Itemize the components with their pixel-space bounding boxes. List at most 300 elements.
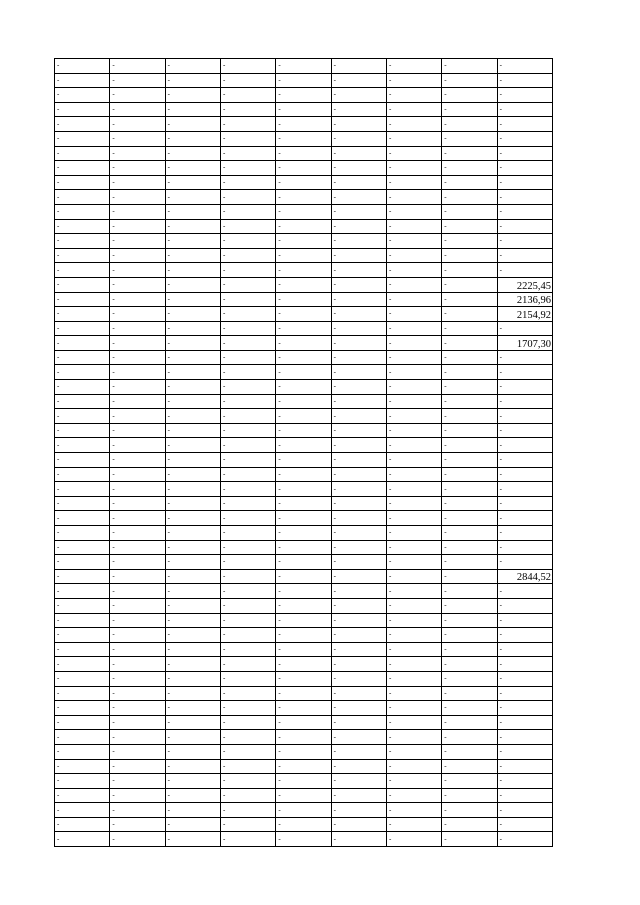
table-cell: - — [442, 569, 497, 584]
table-row — [55, 482, 553, 497]
table-cell: - — [386, 423, 441, 438]
table-cell: - — [165, 409, 220, 424]
table-cell: - — [442, 642, 497, 657]
table-cell: - — [442, 117, 497, 132]
table-cell: - — [110, 380, 165, 395]
table-cell: - — [220, 555, 275, 570]
table-cell: - — [220, 598, 275, 613]
table-cell: - — [165, 423, 220, 438]
table-cell: - — [220, 102, 275, 117]
table-row — [55, 117, 553, 132]
table-row — [55, 380, 553, 395]
table-cell: - — [110, 438, 165, 453]
table-cell: - — [220, 117, 275, 132]
table-cell: - — [497, 321, 552, 336]
table-cell: - — [220, 59, 275, 74]
table-cell: - — [55, 161, 110, 176]
table-cell: - — [55, 409, 110, 424]
table-cell: - — [442, 438, 497, 453]
table-cell: - — [165, 365, 220, 380]
table-cell: - — [220, 365, 275, 380]
table-row — [55, 496, 553, 511]
table-cell: - — [497, 59, 552, 74]
table-cell: - — [276, 511, 331, 526]
table-cell: - — [442, 555, 497, 570]
table-cell: - — [220, 817, 275, 832]
table-cell: - — [110, 788, 165, 803]
table-cell: - — [331, 117, 386, 132]
table-row — [55, 59, 553, 74]
table-cell: - — [442, 161, 497, 176]
table-cell: - — [276, 628, 331, 643]
table-cell: - — [497, 146, 552, 161]
table-cell: - — [276, 190, 331, 205]
table-cell: - — [386, 263, 441, 278]
table-cell: - — [276, 642, 331, 657]
table-row — [55, 730, 553, 745]
table-cell: - — [165, 394, 220, 409]
table-cell: - — [110, 161, 165, 176]
table-cell: - — [386, 350, 441, 365]
table-cell: - — [442, 73, 497, 88]
table-cell: - — [110, 146, 165, 161]
table-cell: - — [442, 219, 497, 234]
table-cell: - — [386, 584, 441, 599]
table-cell: - — [55, 292, 110, 307]
table-row — [55, 744, 553, 759]
table-cell: - — [165, 204, 220, 219]
table-body — [55, 59, 553, 847]
table-cell: - — [386, 219, 441, 234]
table-row — [55, 715, 553, 730]
table-cell: - — [55, 730, 110, 745]
table-cell: - — [55, 204, 110, 219]
table-cell: - — [165, 496, 220, 511]
table-cell: - — [110, 263, 165, 278]
table-cell: - — [276, 496, 331, 511]
table-cell: - — [497, 715, 552, 730]
table-cell: - — [220, 88, 275, 103]
table-row — [55, 88, 553, 103]
table-cell: - — [497, 467, 552, 482]
table-cell: - — [110, 803, 165, 818]
table-cell: - — [386, 511, 441, 526]
table-cell: - — [276, 131, 331, 146]
table-cell: - — [55, 744, 110, 759]
table-cell: - — [110, 365, 165, 380]
table-row — [55, 701, 553, 716]
table-cell: - — [331, 102, 386, 117]
table-cell: - — [220, 380, 275, 395]
table-cell: - — [497, 263, 552, 278]
table-cell: - — [386, 730, 441, 745]
table-cell: - — [110, 628, 165, 643]
table-cell: - — [276, 409, 331, 424]
table-cell: - — [442, 423, 497, 438]
table-cell: - — [497, 584, 552, 599]
table-cell: - — [497, 219, 552, 234]
table-cell: - — [165, 715, 220, 730]
table-cell: - — [220, 832, 275, 847]
table-cell: - — [55, 234, 110, 249]
table-cell: - — [442, 394, 497, 409]
table-cell: - — [331, 774, 386, 789]
table-row — [55, 204, 553, 219]
table-row — [55, 642, 553, 657]
table-cell: - — [331, 744, 386, 759]
table-cell: - — [276, 598, 331, 613]
table-cell: - — [276, 774, 331, 789]
table-cell: - — [442, 467, 497, 482]
table-cell: - — [55, 248, 110, 263]
table-cell: - — [276, 657, 331, 672]
table-cell: - — [165, 569, 220, 584]
table-cell: - — [386, 307, 441, 322]
table-cell: - — [220, 657, 275, 672]
table-cell: - — [110, 88, 165, 103]
table-cell: - — [386, 671, 441, 686]
table-cell: - — [165, 307, 220, 322]
table-cell: - — [276, 336, 331, 351]
table-cell: - — [165, 59, 220, 74]
table-cell: - — [386, 453, 441, 468]
table-row — [55, 526, 553, 541]
table-cell: - — [55, 774, 110, 789]
table-cell: - — [331, 438, 386, 453]
table-cell: - — [165, 175, 220, 190]
table-cell: - — [497, 817, 552, 832]
table-cell: - — [442, 657, 497, 672]
table-cell: - — [110, 219, 165, 234]
table-cell: - — [497, 701, 552, 716]
table-cell: - — [276, 730, 331, 745]
table-cell: - — [497, 88, 552, 103]
table-cell: - — [331, 423, 386, 438]
table-cell: - — [276, 438, 331, 453]
table-cell: - — [220, 336, 275, 351]
table-cell: - — [165, 88, 220, 103]
table-cell: - — [442, 336, 497, 351]
table-cell: - — [497, 642, 552, 657]
table-cell: - — [165, 598, 220, 613]
table-cell: - — [165, 453, 220, 468]
table-cell: - — [55, 657, 110, 672]
table-cell: - — [165, 584, 220, 599]
table-cell: - — [110, 555, 165, 570]
table-cell: - — [55, 131, 110, 146]
table-cell: - — [331, 204, 386, 219]
table-cell: - — [55, 117, 110, 132]
table-row — [55, 540, 553, 555]
table-row — [55, 628, 553, 643]
table-cell: - — [110, 832, 165, 847]
table-cell: - — [276, 540, 331, 555]
table-cell: - — [386, 715, 441, 730]
table-cell: - — [497, 657, 552, 672]
table-cell: - — [386, 642, 441, 657]
table-cell: - — [55, 175, 110, 190]
table-cell: - — [165, 832, 220, 847]
table-cell: - — [331, 219, 386, 234]
table-cell: - — [220, 584, 275, 599]
table-cell: - — [276, 365, 331, 380]
table-cell: - — [331, 365, 386, 380]
table-cell: - — [165, 671, 220, 686]
table-cell: - — [165, 628, 220, 643]
table-cell: - — [386, 117, 441, 132]
table-cell: - — [331, 686, 386, 701]
table-cell: - — [331, 161, 386, 176]
table-cell: - — [55, 613, 110, 628]
table-cell: - — [220, 234, 275, 249]
table-cell: - — [276, 88, 331, 103]
table-cell: - — [497, 248, 552, 263]
table-cell: - — [331, 175, 386, 190]
table-cell: - — [110, 701, 165, 716]
table-cell: - — [55, 555, 110, 570]
table-cell: - — [165, 788, 220, 803]
table-cell: - — [386, 321, 441, 336]
table-cell: - — [110, 307, 165, 322]
table-row — [55, 190, 553, 205]
table-cell: - — [165, 146, 220, 161]
table-cell: 2154,92 — [497, 307, 552, 322]
table-cell: - — [497, 540, 552, 555]
table-cell: - — [220, 161, 275, 176]
table-cell: - — [331, 277, 386, 292]
table-cell: - — [55, 628, 110, 643]
table-cell: - — [220, 131, 275, 146]
table-cell: - — [165, 263, 220, 278]
table-row — [55, 817, 553, 832]
table-cell: - — [386, 409, 441, 424]
table-cell: - — [331, 350, 386, 365]
table-cell: - — [165, 321, 220, 336]
table-cell: - — [276, 117, 331, 132]
table-row — [55, 438, 553, 453]
table-row — [55, 292, 553, 307]
table-cell: - — [386, 146, 441, 161]
table-cell: - — [442, 613, 497, 628]
table-cell: - — [442, 598, 497, 613]
table-row — [55, 671, 553, 686]
table-cell: - — [386, 190, 441, 205]
table-cell: - — [386, 482, 441, 497]
table-cell: - — [55, 73, 110, 88]
table-cell: - — [386, 277, 441, 292]
table-cell: - — [331, 642, 386, 657]
table-cell: - — [442, 744, 497, 759]
table-cell: - — [55, 511, 110, 526]
table-row — [55, 146, 553, 161]
table-cell: - — [55, 59, 110, 74]
table-cell: - — [220, 190, 275, 205]
table-cell: - — [55, 350, 110, 365]
table-cell: - — [165, 292, 220, 307]
table-cell: - — [497, 613, 552, 628]
table-cell: - — [497, 102, 552, 117]
table-cell: - — [386, 234, 441, 249]
table-cell: - — [442, 628, 497, 643]
table-cell: - — [331, 526, 386, 541]
table-cell: - — [110, 321, 165, 336]
table-cell: - — [276, 307, 331, 322]
table-cell: - — [220, 482, 275, 497]
table-cell: - — [165, 467, 220, 482]
table-cell: - — [276, 671, 331, 686]
table-cell: - — [331, 88, 386, 103]
table-cell: - — [331, 569, 386, 584]
table-cell: - — [331, 467, 386, 482]
table-cell: - — [55, 759, 110, 774]
table-cell: - — [442, 686, 497, 701]
table-cell: - — [220, 175, 275, 190]
table-cell: - — [442, 277, 497, 292]
table-cell: - — [331, 759, 386, 774]
table-cell: - — [165, 511, 220, 526]
table-cell: - — [110, 671, 165, 686]
table-cell: - — [55, 146, 110, 161]
table-cell: - — [220, 730, 275, 745]
table-cell: - — [220, 409, 275, 424]
table-cell: - — [276, 467, 331, 482]
table-cell: - — [497, 204, 552, 219]
table-cell: - — [497, 832, 552, 847]
table-cell: - — [110, 730, 165, 745]
table-cell: - — [386, 526, 441, 541]
table-cell: - — [110, 453, 165, 468]
table-cell: - — [220, 292, 275, 307]
table-cell: - — [497, 526, 552, 541]
table-cell: - — [165, 438, 220, 453]
table-cell: - — [165, 642, 220, 657]
table-cell: - — [331, 628, 386, 643]
table-cell: - — [331, 584, 386, 599]
table-cell: - — [165, 131, 220, 146]
table-cell: - — [220, 774, 275, 789]
table-row — [55, 234, 553, 249]
table-cell: - — [331, 657, 386, 672]
table-cell: - — [55, 701, 110, 716]
table-cell: - — [442, 817, 497, 832]
table-cell: - — [110, 336, 165, 351]
table-cell: - — [276, 584, 331, 599]
table-cell: - — [386, 701, 441, 716]
table-cell: - — [165, 555, 220, 570]
table-row — [55, 219, 553, 234]
table-cell: - — [110, 715, 165, 730]
table-row — [55, 263, 553, 278]
table-cell: - — [442, 190, 497, 205]
table-row — [55, 277, 553, 292]
table-row — [55, 598, 553, 613]
table-cell: - — [110, 511, 165, 526]
table-row — [55, 409, 553, 424]
table-cell: - — [331, 701, 386, 716]
table-cell: - — [220, 467, 275, 482]
table-cell: - — [442, 292, 497, 307]
table-cell: - — [442, 380, 497, 395]
table-cell: - — [331, 540, 386, 555]
table-cell: - — [331, 263, 386, 278]
table-cell: - — [442, 248, 497, 263]
table-cell: - — [442, 102, 497, 117]
table-cell: - — [386, 744, 441, 759]
table-cell: - — [165, 350, 220, 365]
table-cell: - — [331, 234, 386, 249]
table-cell: - — [276, 613, 331, 628]
table-cell: - — [55, 671, 110, 686]
table-cell: - — [386, 540, 441, 555]
table-cell: - — [331, 292, 386, 307]
table-cell: - — [55, 817, 110, 832]
table-cell: - — [497, 131, 552, 146]
table-cell: - — [165, 219, 220, 234]
table-cell: - — [220, 788, 275, 803]
table-cell: - — [442, 759, 497, 774]
table-cell: - — [276, 321, 331, 336]
table-cell: - — [331, 555, 386, 570]
table-cell: - — [276, 526, 331, 541]
table-cell: - — [497, 774, 552, 789]
table-cell: - — [386, 365, 441, 380]
table-row — [55, 467, 553, 482]
table-cell: - — [55, 467, 110, 482]
table-cell: - — [110, 394, 165, 409]
table-cell: - — [386, 292, 441, 307]
table-cell: - — [497, 803, 552, 818]
table-row — [55, 774, 553, 789]
table-cell: - — [220, 642, 275, 657]
table-cell: - — [331, 146, 386, 161]
table-cell: - — [497, 744, 552, 759]
table-cell: - — [220, 526, 275, 541]
table-cell: - — [220, 540, 275, 555]
table-cell: - — [386, 204, 441, 219]
table-cell: - — [165, 248, 220, 263]
table-cell: - — [331, 394, 386, 409]
table-cell: - — [497, 453, 552, 468]
table-cell: - — [110, 102, 165, 117]
table-cell: - — [386, 788, 441, 803]
table-cell: - — [165, 102, 220, 117]
table-cell: - — [165, 613, 220, 628]
table-cell: - — [497, 598, 552, 613]
table-cell: - — [442, 59, 497, 74]
table-cell: - — [386, 496, 441, 511]
table-cell: - — [386, 569, 441, 584]
table-cell: - — [276, 453, 331, 468]
table-row — [55, 307, 553, 322]
table-cell: - — [331, 131, 386, 146]
table-cell: - — [110, 292, 165, 307]
table-cell: - — [276, 263, 331, 278]
table-cell: - — [165, 686, 220, 701]
table-cell: - — [386, 59, 441, 74]
table-cell: - — [55, 88, 110, 103]
table-cell: 1707,30 — [497, 336, 552, 351]
table-row — [55, 832, 553, 847]
table-cell: - — [331, 453, 386, 468]
table-cell: - — [497, 409, 552, 424]
table-cell: - — [497, 394, 552, 409]
table-cell: - — [55, 540, 110, 555]
table-cell: - — [386, 467, 441, 482]
table-cell: - — [220, 759, 275, 774]
table-cell: - — [220, 219, 275, 234]
table-row — [55, 657, 553, 672]
table-cell: - — [220, 671, 275, 686]
